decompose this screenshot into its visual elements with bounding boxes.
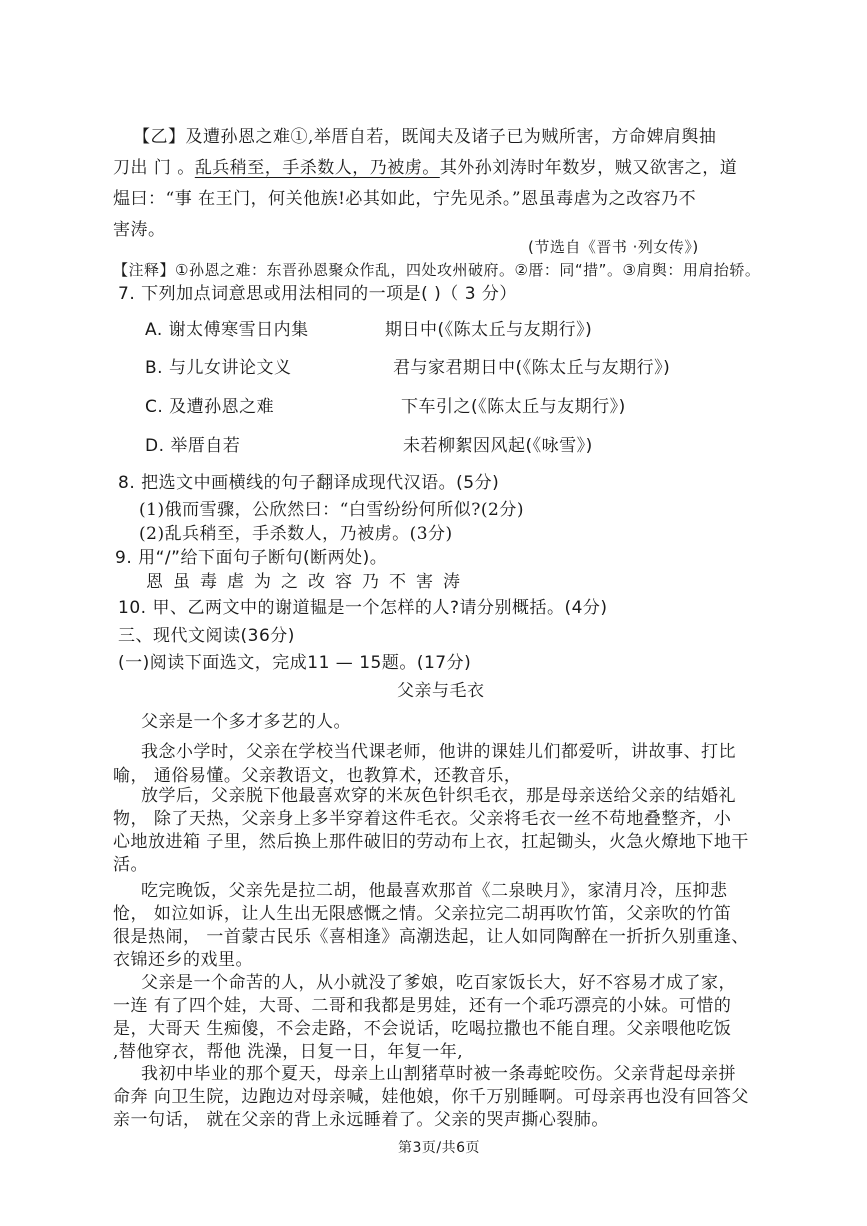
question-7-stem: 7. 下列加点词意思或用法相同的一项是( )（ 3 分） bbox=[118, 284, 517, 304]
subsection-1-heading: (一)阅读下面选文，完成11 — 15题。(17分) bbox=[118, 653, 472, 673]
q7-option-b-right: 君与家君期日中(《陈太丘与友期行》) bbox=[393, 358, 671, 378]
article-line-1: 父亲是一个多才多艺的人。 bbox=[141, 712, 351, 732]
passage-source: (节选自《晋书 ·列女传》) bbox=[528, 238, 699, 256]
underlined-sentence: 乱兵稍至，手杀数人，乃被虏。 bbox=[194, 158, 440, 178]
passage-b-line-2-post: 其外孙刘涛时年数岁，贼又欲害之，道 bbox=[439, 158, 738, 178]
article-line-11: 衣锦还乡的戏里。 bbox=[113, 950, 253, 970]
article-line-3: 喻， 通俗易懂。父亲教语文，也教算术，还教音乐， bbox=[113, 766, 522, 786]
question-8-stem: 8. 把选文中画横线的句子翻译成现代汉语。(5分) bbox=[118, 473, 500, 493]
passage-b-line-4: 害涛。 bbox=[113, 220, 166, 240]
article-line-4: 放学后，父亲脱下他最喜欢穿的米灰色针织毛衣，那是母亲送给父亲的结婚礼 bbox=[141, 786, 736, 806]
article-line-16: 我初中毕业的那个夏天，母亲上山割猪草时被一条毒蛇咬伤。父亲背起母亲拼 bbox=[141, 1064, 736, 1084]
article-line-17: 命奔 向卫生院，边跑边对母亲喊，娃他娘，你千万别睡啊。可母亲再也没有回答父 bbox=[113, 1087, 749, 1107]
passage-b-line-2-pre: 刀出 门 。 bbox=[113, 158, 195, 178]
article-line-7: 活。 bbox=[113, 855, 148, 875]
q7-option-d: D. 举厝自若 bbox=[145, 436, 241, 456]
article-line-6: 心地放进箱 子里，然后换上那件破旧的劳动布上衣，扛起锄头，火急火燎地下地干 bbox=[113, 832, 749, 852]
q8-sentence-2: (2)乱兵稍至，手杀数人，乃被虏。(3分) bbox=[139, 524, 453, 544]
q7-option-d-right: 未若柳絮因风起(《咏雪》) bbox=[403, 436, 593, 456]
q9-sentence: 恩虽毒虐为之改容乃不害涛 bbox=[146, 572, 470, 592]
article-line-12: 父亲是一个命苦的人，从小就没了爹娘，吃百家饭长大，好不容易才成了家， bbox=[141, 973, 736, 993]
section-3-heading: 三、现代文阅读(36分) bbox=[118, 626, 295, 646]
question-9-stem: 9. 用“/”给下面句子断句(断两处)。 bbox=[115, 548, 388, 568]
article-line-10: 很是热闹， 一首蒙古民乐《喜相逢》高潮迭起，让人如同陶醉在一折折久别重逢、 bbox=[113, 927, 749, 947]
q7-option-c-right: 下车引之(《陈太丘与友期行》) bbox=[401, 397, 626, 417]
q7-option-a-right: 期日中(《陈太丘与友期行》) bbox=[385, 320, 593, 340]
question-10: 10. 甲、乙两文中的谢道韫是一个怎样的人?请分别概括。(4分) bbox=[118, 598, 608, 618]
article-line-18: 亲一句话， 就在父亲的背上永远睡着了。父亲的哭声撕心裂肺。 bbox=[113, 1110, 609, 1130]
article-line-8: 吃完晚饭，父亲先是拉二胡，他最喜欢那首《二泉映月》，家清月冷，压抑悲 bbox=[141, 881, 728, 901]
page-number: 第3页/共6页 bbox=[398, 1140, 481, 1156]
article-line-13: 一连 有了四个娃，大哥、二哥和我都是男娃，还有一个乖巧漂亮的小妹。可惜的 bbox=[113, 996, 732, 1016]
article-line-14: 是，大哥天 生痴傻，不会走路，不会说话，吃喝拉撒也不能自理。父亲喂他吃饭 bbox=[113, 1019, 732, 1039]
q7-option-c: C. 及遭孙恩之难 bbox=[145, 397, 275, 417]
article-line-5: 物， 除了天热，父亲身上多半穿着这件毛衣。父亲将毛衣一丝不苟地叠整齐，小 bbox=[113, 809, 732, 829]
q7-option-b: B. 与儿女讲论文义 bbox=[145, 358, 292, 378]
q8-sentence-1: (1)俄而雪骤，公欣然曰：“白雪纷纷何所似?(2分) bbox=[139, 500, 524, 520]
passage-b-line-2 bbox=[113, 157, 737, 179]
article-line-15: ,替他穿衣，帮他 洗澡，日复一日，年复一年, bbox=[113, 1042, 464, 1062]
passage-notes: 【注释】①孙恩之难：东晋孙恩聚众作乱，四处攻州破府。②厝：同“措”。③肩舆：用肩抬轿。 bbox=[113, 261, 761, 279]
article-line-2: 我念小学时，父亲在学校当代课老师，他讲的课娃儿们都爱听，讲故事、打比 bbox=[141, 742, 736, 762]
q7-option-a: A. 谢太傅寒雪日内集 bbox=[145, 320, 309, 340]
article-title: 父亲与毛衣 bbox=[397, 681, 485, 701]
passage-b-line-3: 煴曰：“事 在王门，何关他族!必其如此，宁先见杀。”恩虽毒虐为之改容乃不 bbox=[113, 189, 697, 209]
article-line-9: 怆， 如泣如诉，让人生出无限感慨之情。父亲拉完二胡再吹竹笛，父亲吹的竹笛 bbox=[113, 904, 732, 924]
passage-b-line-1: 【乙】及遭孙恩之难①,举厝自若，既闻夫及诸子已为贼所害，方命婢肩舆抽 bbox=[133, 127, 717, 147]
